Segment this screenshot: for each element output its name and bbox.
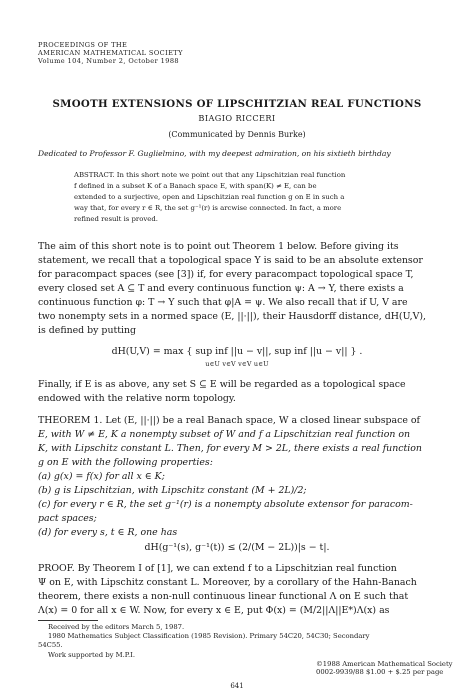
text-line: statement, we recall that a topological space Y is said to be an absolute extensor: [38, 255, 423, 266]
copyright-line-2: 0002-9939/88 $1.00 + $.25 per page: [316, 668, 444, 676]
abstract-line: f defined in a subset K of a Banach space E, with span(K) ≠ E, can be: [74, 182, 317, 190]
proof-line: Λ(x) = 0 for all x ∈ W. Now, for every x ∈ E, put Φ(x) = (M/2||Λ||E*)Λ(x) as: [38, 605, 390, 616]
text-line: is defined by putting: [38, 325, 137, 336]
abstract-line: ABSTRACT. In this short note we point out that any Lipschitzian real function: [74, 171, 346, 179]
text-line: endowed with the relative norm topology.: [38, 393, 236, 404]
page-number: 641: [230, 682, 244, 690]
copyright-line-1: ©1988 American Mathematical Society: [316, 660, 453, 668]
theorem-item-d: (d) for every s, t ∈ R, one has: [38, 527, 178, 538]
footnote-msc: 1980 Mathematics Subject Classification (1985 Revision). Primary 54C20, 54C30; Secondary: [48, 632, 370, 640]
footnote-msc-cont: 54C55.: [38, 641, 63, 649]
abstract-line: way that, for every r ∈ R, the set g⁻¹(r) is arcwise connected. In fact, a more: [74, 204, 342, 212]
proof-line: PROOF. By Theorem I of [1], we can extend f to a Lipschitzian real function: [38, 563, 397, 574]
hausdorff-formula: dH(U,V) = max { sup inf ||u − v||, sup inf ||u − v|| } .: [111, 346, 363, 357]
journal-name-line-1: PROCEEDINGS OF THE: [38, 41, 128, 49]
text-line: Finally, if E is as above, any set S ⊆ E will be regarded as a topological space: [38, 379, 406, 390]
journal-volume: Volume 104, Number 2, October 1988: [38, 57, 180, 65]
theorem-item-c-cont: pact spaces;: [38, 513, 97, 524]
abstract-line: refined result is proved.: [74, 215, 158, 223]
text-line: The aim of this short note is to point out Theorem 1 below. Before giving its: [38, 241, 399, 252]
text-line: two nonempty sets in a normed space (E, ||·||), their Hausdorff distance, dH(U,V),: [38, 311, 426, 322]
hausdorff-formula-subscripts: u∈U v∈V v∈V u∈U: [205, 360, 269, 368]
theorem-line: g on E with the following properties:: [38, 457, 213, 468]
text-line: every closed set A ⊆ T and every continuous function ψ: A → Y, there exists a: [38, 283, 404, 294]
proof-line: Ψ on E, with Lipschitz constant L. Moreover, by a corollary of the Hahn-Banach: [38, 577, 417, 588]
author-name: BIAGIO RICCERI: [198, 113, 276, 123]
footnote-support: Work supported by M.P.I.: [48, 651, 135, 659]
text-line: for paracompact spaces (see [3]) if, for every paracompact topological space T,: [38, 269, 414, 280]
journal-name-line-2: AMERICAN MATHEMATICAL SOCIETY: [38, 49, 183, 57]
paper-title: SMOOTH EXTENSIONS OF LIPSCHITZIAN REAL FUNCTIONS: [52, 98, 422, 110]
abstract-line: extended to a surjective, open and Lipschitzian real function g on E in such a: [74, 193, 345, 201]
text-line: continuous function φ: T → Y such that φ|A = ψ. We also recall that if U, V are: [38, 297, 408, 308]
theorem-line: E, with W ≠ E, K a nonempty subset of W and f a Lipschitzian real function on: [38, 429, 411, 440]
footnote-rule: [38, 620, 98, 621]
theorem-item-a: (a) g(x) = f(x) for all x ∈ K;: [38, 471, 165, 482]
theorem-line: THEOREM 1. Let (E, ||·||) be a real Banach space, W a closed linear subspace of: [38, 415, 421, 426]
proof-line: theorem, there exists a non-null continuous linear functional Λ on E such that: [38, 591, 409, 602]
theorem-item-b: (b) g is Lipschitzian, with Lipschitz constant (M + 2L)/2;: [38, 485, 307, 496]
theorem-line: K, with Lipschitz constant L. Then, for every M > 2L, there exists a real function: [38, 443, 422, 454]
theorem-item-c: (c) for every r ∈ R, the set g⁻¹(r) is a nonempty absolute extensor for paracom-: [38, 499, 413, 510]
footnote-received: Received by the editors March 5, 1987.: [48, 623, 185, 631]
dedication: Dedicated to Professor F. Guglielmino, with my deepest admiration, on his sixtieth birthday: [38, 149, 391, 158]
theorem-display-formula: dH(g⁻¹(s), g⁻¹(t)) ≤ (2/(M − 2L))|s − t|.: [144, 542, 330, 553]
communicated-by: (Communicated by Dennis Burke): [168, 130, 306, 139]
